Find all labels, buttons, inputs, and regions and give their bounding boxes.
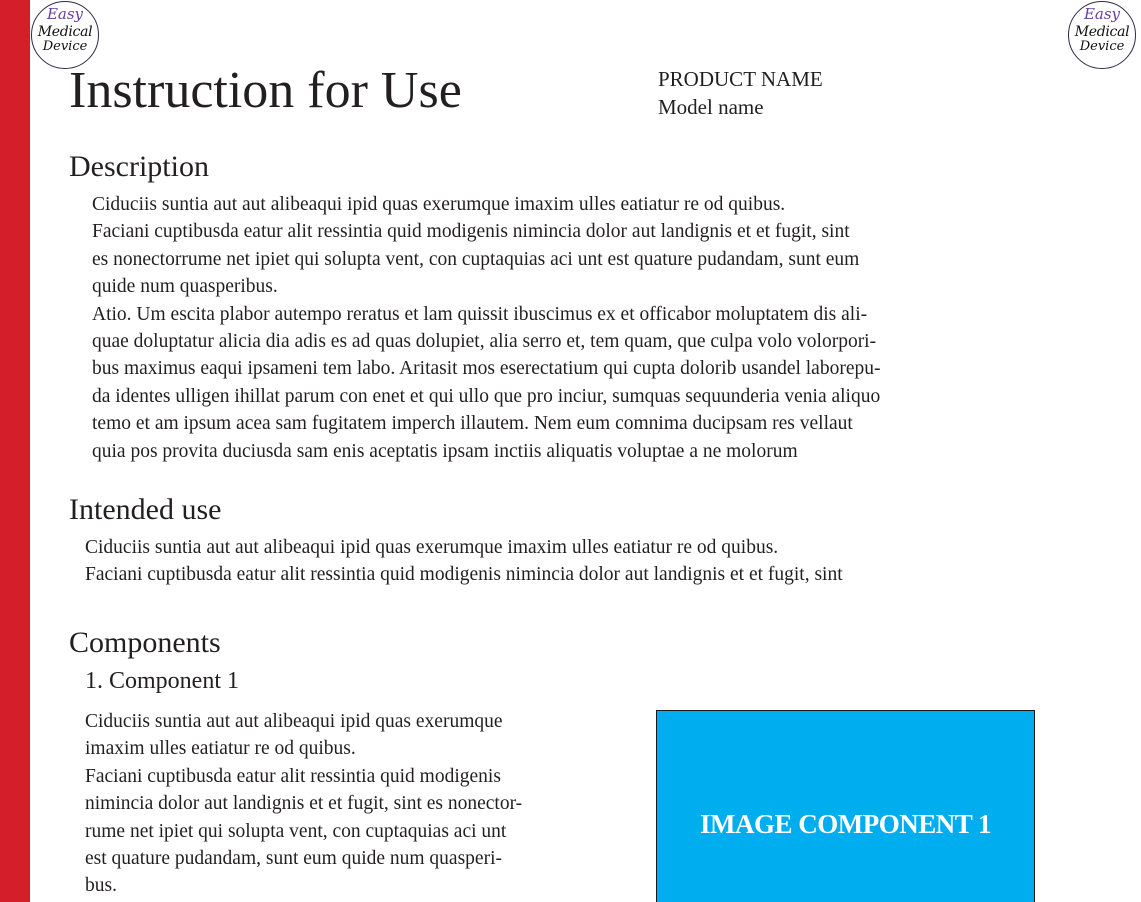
- text-line: es nonectorrume net ipiet qui solupta vent, con cuptaquias aci unt est quature pudandam, sunt eum: [92, 248, 860, 270]
- intended-use-text: [85, 534, 843, 589]
- text-line: nimincia dolor aut landignis et et fugit, sint es nonector-: [85, 793, 523, 815]
- text-line: Faciani cuptibusda eatur alit ressintia quid modigenis nimincia dolor aut landignis et et fugit, sint: [85, 564, 843, 586]
- text-line: temo et am ipsum acea sam fugitatem imperch illautem. Nem eum comnima ducipsam res vellaut: [92, 413, 853, 435]
- text-line: est quature pudandam, sunt eum quide num quasperi-: [85, 848, 502, 870]
- text-line: quae doluptatur alicia dia adis es ad quas dolupiet, alia serro et, tem quam, que culpa volo volorpori-: [92, 331, 877, 353]
- text-line: quide num quasperibus.: [92, 276, 278, 298]
- image-placeholder-label: IMAGE COMPONENT 1: [699, 809, 991, 839]
- text-line: Atio. Um escita plabor autempo reratus et lam quissit ibuscimus ex et officabor moluptatem dis ali-: [92, 303, 868, 325]
- description-heading: Description: [69, 150, 209, 183]
- text-line: bus maximus eaqui ipsameni tem labo. Aritasit mos eserectatium qui cupta dolorib usandel laborepu-: [92, 358, 881, 380]
- text-line: rume net ipiet qui solupta vent, con cuptaquias aci unt: [85, 820, 507, 842]
- text-line: quia pos provita duciusda sam enis aceptatis ipsam inctiis aliquatis voluptae a ne molorum: [92, 440, 798, 462]
- components-heading: Components: [69, 626, 221, 659]
- text-line: da identes ulligen ihillat parum con enet et qui ullo que pro inciur, sumquas sequunderia venia aliquo: [92, 385, 881, 407]
- text-line: Ciduciis suntia aut aut alibeaqui ipid quas exerumque imaxim ulles eatiatur re od quibus.: [85, 537, 779, 558]
- text-line: Faciani cuptibusda eatur alit ressintia quid modigenis: [85, 765, 501, 787]
- text-line: bus.: [85, 875, 117, 897]
- page-title: Instruction for Use: [69, 62, 462, 119]
- component-1-text: [85, 708, 522, 900]
- text-line: Ciduciis suntia aut aut alibeaqui ipid quas exerumque imaxim ulles eatiatur re od quibus.: [92, 194, 786, 215]
- component-1-image-placeholder: [656, 710, 1035, 902]
- product-info: [658, 65, 823, 121]
- text-line: imaxim ulles eatiatur re od quibus.: [85, 738, 356, 760]
- side-accent-bar: [0, 0, 30, 902]
- text-line: Faciani cuptibusda eatur alit ressintia quid modigenis nimincia dolor aut landignis et et fugit, sint: [92, 221, 850, 243]
- text-line: Ciduciis suntia aut aut alibeaqui ipid quas exerumque: [85, 711, 503, 732]
- intended-use-heading: Intended use: [69, 493, 222, 526]
- model-name: Model name: [658, 95, 764, 119]
- description-text: [92, 191, 880, 465]
- product-name: PRODUCT NAME: [658, 67, 823, 91]
- easy-medical-device-logo-left: Easy Medical Device: [31, 1, 99, 69]
- easy-medical-device-logo-right: Easy Medical Device: [1068, 1, 1136, 69]
- component-1-title: 1. Component 1: [85, 668, 239, 694]
